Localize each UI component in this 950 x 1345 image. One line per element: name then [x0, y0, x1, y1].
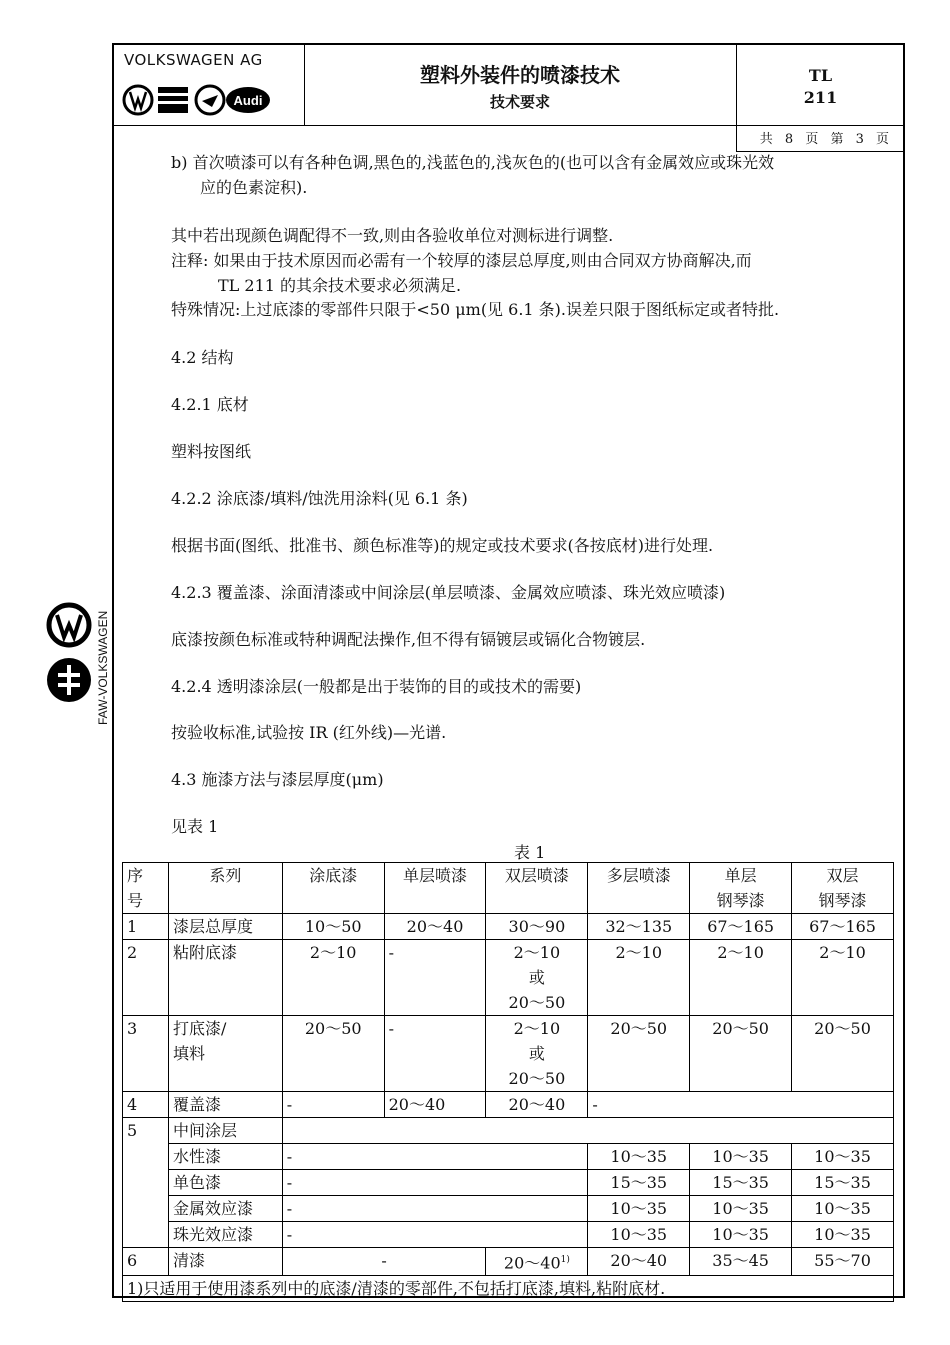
table-cell: 10～35: [792, 1144, 894, 1170]
table-cell: 1: [123, 914, 169, 940]
table-caption: 表 1: [514, 843, 546, 862]
header-company-cell: [114, 45, 305, 125]
table-cell: 金属效应漆: [168, 1196, 282, 1222]
heading-4-3: 4.3 施漆方法与漆层厚度(μm): [171, 770, 384, 789]
table-cell: -: [384, 1016, 486, 1092]
table-cell: 32～135: [588, 914, 690, 940]
special-case: 特殊情况:上过底漆的零部件只限于<50 μm(见 6.1 条).误差只限于图纸标定或者特批.: [171, 300, 780, 319]
table-cell: 10～35: [690, 1144, 792, 1170]
table-cell: -: [282, 1222, 588, 1248]
table-cell: 20～50: [690, 1016, 792, 1092]
table-cell: 2: [123, 940, 169, 1016]
note-line2: TL 211 的其余技术要求必须满足.: [218, 276, 462, 295]
paragraph-4-2-2: 根据书面(图纸、批准书、颜色标准等)的规定或技术要求(各按底材)进行处理.: [171, 536, 714, 555]
doc-code-prefix: TL: [808, 66, 833, 85]
note-line1: 注释: 如果由于技术原因而必需有一个较厚的漆层总厚度,则由合同双方协商解决,而: [171, 251, 752, 270]
table-cell: 10～35: [792, 1222, 894, 1248]
heading-4-2-4: 4.2.4 透明漆涂层(一般都是出于装饰的目的或技术的需要): [171, 677, 582, 696]
table-cell: 打底漆/ 填料: [168, 1016, 282, 1092]
table-cell: 15～35: [690, 1170, 792, 1196]
svg-text:Audi: Audi: [233, 93, 263, 108]
table-cell: 4: [123, 1092, 169, 1118]
table-cell: 单色漆: [168, 1170, 282, 1196]
table-cell: -: [282, 1170, 588, 1196]
page-info: 共 8 页 第 3 页: [759, 132, 893, 147]
table-cell: 20～40: [588, 1248, 690, 1276]
doc-code: [737, 65, 904, 109]
table-cell: -: [282, 1144, 588, 1170]
paragraph-4-2-1: 塑料按图纸: [171, 442, 252, 461]
table-cell: -: [282, 1248, 486, 1276]
table-cell: -: [588, 1092, 894, 1118]
table-footnote: 1)只适用于使用漆系列中的底漆/清漆的零部件,不包括打底漆,填料,粘附底材.: [123, 1276, 894, 1302]
footnote-mark: 1): [560, 1255, 570, 1265]
table-cell: 2～10: [282, 940, 384, 1016]
table-cell: 3: [123, 1016, 169, 1092]
heading-4-2-2: 4.2.2 涂底漆/填料/蚀洗用涂料(见 6.1 条): [171, 489, 468, 508]
table-cell: 10～35: [588, 1196, 690, 1222]
table-header-cell: 双层 钢琴漆: [792, 863, 894, 914]
document-subtitle: 技术要求: [489, 93, 550, 111]
faw-volkswagen-text: FAW-VOLKSWAGEN: [96, 610, 110, 725]
table-cell: 20～40: [384, 914, 486, 940]
table-cell: 20～50: [792, 1016, 894, 1092]
table-cell: 10～35: [588, 1222, 690, 1248]
item-b-line2: 应的色素淀积).: [200, 178, 308, 197]
table-cell: 10～35: [588, 1144, 690, 1170]
doc-code-number: 211: [803, 88, 838, 107]
paragraph-4-3: 见表 1: [171, 817, 219, 836]
table-cell: 10～35: [690, 1196, 792, 1222]
table-header-cell: 单层 钢琴漆: [690, 863, 792, 914]
table-cell: 珠光效应漆: [168, 1222, 282, 1248]
heading-4-2-1: 4.2.1 底材: [171, 395, 249, 414]
heading-4-2: 4.2 结构: [171, 348, 234, 367]
table-cell: 20～40: [486, 1092, 588, 1118]
table-header-cell: 多层喷漆: [588, 863, 690, 914]
table-row: [123, 1016, 894, 1092]
table-cell: 10～35: [690, 1222, 792, 1248]
table-cell: 67～165: [690, 914, 792, 940]
table-cell: 水性漆: [168, 1144, 282, 1170]
doc-code-cell: [736, 45, 904, 125]
item-b-line1: b) 首次喷漆可以有各种色调,黑色的,浅蓝色的,浅灰色的(也可以含有金属效应或珠光效: [171, 153, 775, 172]
table-cell: 10～50: [282, 914, 384, 940]
table-cell: 10～35: [792, 1196, 894, 1222]
table-cell: 2～10: [690, 940, 792, 1016]
thickness-table: [122, 862, 894, 1302]
table-header-cell: 单层喷漆: [384, 863, 486, 914]
table-cell: 清漆: [168, 1248, 282, 1276]
table-header-cell: 序 号: [123, 863, 169, 914]
table-cell: 35～45: [690, 1248, 792, 1276]
table-cell: 2～10 或 20～50: [486, 940, 588, 1016]
table-cell-value: 20～40: [503, 1253, 561, 1273]
table-row: [123, 1196, 894, 1222]
table-row: [123, 1144, 894, 1170]
table-cell: 覆盖漆: [168, 1092, 282, 1118]
table-cell: [486, 1248, 588, 1276]
table-cell: -: [282, 1196, 588, 1222]
paragraph-4-2-4: 按验收标准,试验按 IR (红外线)—光谱.: [171, 723, 447, 742]
table-cell: 中间涂层: [168, 1118, 282, 1144]
table-row: [123, 1170, 894, 1196]
table-cell: 67～165: [792, 914, 894, 940]
table-cell: 20～50: [282, 1016, 384, 1092]
table-cell: 2～10: [792, 940, 894, 1016]
document-title: 塑料外装件的喷漆技术: [420, 63, 620, 87]
table-cell-empty: [282, 1118, 893, 1144]
table-cell: 2～10: [588, 940, 690, 1016]
table-row: [123, 1222, 894, 1248]
table-cell: 20～50: [588, 1016, 690, 1092]
company-name: VOLKSWAGEN AG: [124, 51, 263, 69]
table-row: [123, 1248, 894, 1276]
table-row: [123, 940, 894, 1016]
table-cell: 15～35: [588, 1170, 690, 1196]
table-footnote-row: [123, 1276, 894, 1302]
brand-logos-icon: [122, 83, 272, 117]
table-cell: 粘附底漆: [168, 940, 282, 1016]
table-row: [123, 914, 894, 940]
table-header-cell: 系列: [168, 863, 282, 914]
paragraph-color: 其中若出现颜色调配得不一致,则由各验收单位对测标进行调整.: [171, 226, 614, 245]
header: [114, 45, 903, 126]
table-header-row: [123, 863, 894, 914]
heading-4-2-3: 4.2.3 覆盖漆、涂面清漆或中间涂层(单层喷漆、金属效应喷漆、珠光效应喷漆): [171, 583, 726, 602]
table-row: [123, 1092, 894, 1118]
table-row: [123, 1118, 894, 1144]
table-cell: 漆层总厚度: [168, 914, 282, 940]
table-cell: -: [282, 1092, 384, 1118]
table-cell: -: [384, 940, 486, 1016]
table-cell: 15～35: [792, 1170, 894, 1196]
table-cell: 30～90: [486, 914, 588, 940]
table-cell: 6: [123, 1248, 169, 1276]
table-cell: 2～10 或 20～50: [486, 1016, 588, 1092]
table-header-cell: 双层喷漆: [486, 863, 588, 914]
brand-logos: [122, 83, 272, 117]
table-cell: 20～40: [384, 1092, 486, 1118]
paragraph-4-2-3: 底漆按颜色标准或特种调配法操作,但不得有镉镀层或镉化合物镀层.: [171, 630, 646, 649]
faw-volkswagen-logo: [44, 595, 114, 735]
table-header-cell: 涂底漆: [282, 863, 384, 914]
table-cell: 5: [123, 1118, 169, 1248]
table-cell: 55～70: [792, 1248, 894, 1276]
